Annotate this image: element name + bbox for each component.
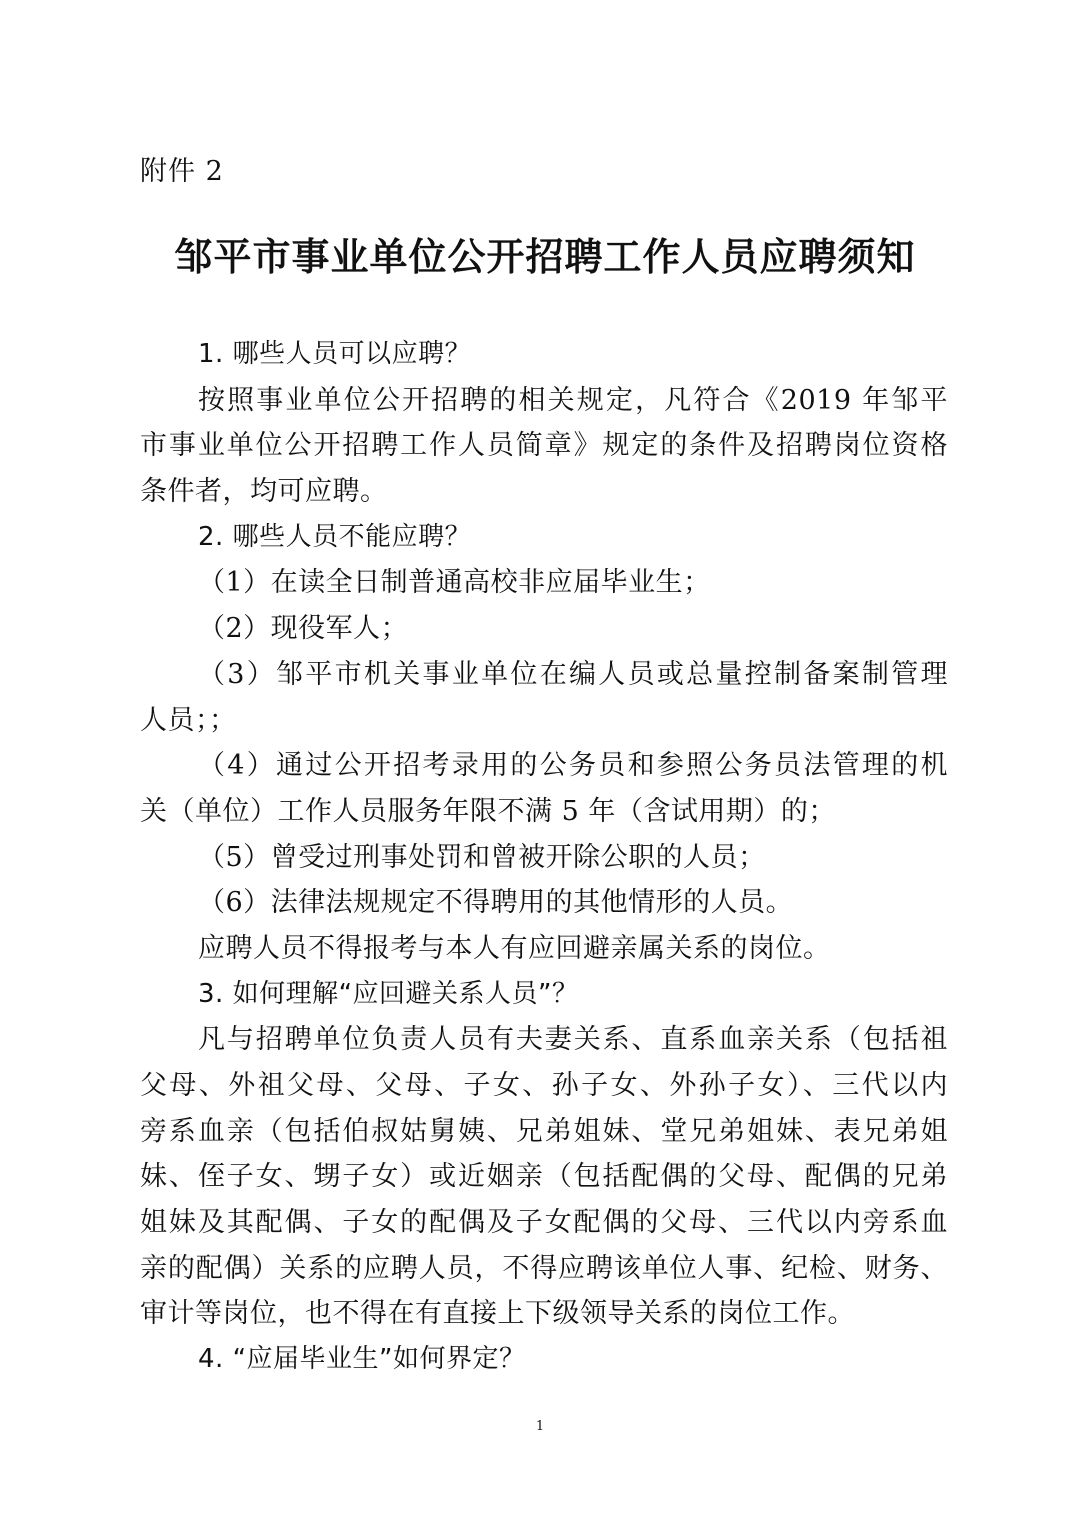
section-heading: 1. 哪些人员可以应聘？ <box>198 339 472 369</box>
paragraph-first-line: （2）现役军人； <box>198 613 409 645</box>
paragraph-first-line: 应聘人员不得报考与本人有应回避亲属关系的岗位。 <box>198 932 831 964</box>
section-heading: 3. 如何理解“应回避关系人员”？ <box>198 978 579 1009</box>
paragraph-line: 姐妹及其配偶、子女的配偶及子女配偶的父母、三代以内旁系血 <box>140 1207 948 1239</box>
page-number: 1 <box>535 1419 545 1434</box>
paragraph-first-line: （5）曾受过刑事处罚和曾被开除公职的人员； <box>198 841 766 873</box>
section-heading: 4. “应届毕业生”如何界定？ <box>198 1344 526 1375</box>
paragraph-first-line: （4）通过公开招考录用的公务员和参照公务员法管理的机 <box>198 750 948 782</box>
document-title: 邹平市事业单位公开招聘工作人员应聘须知 <box>174 235 916 279</box>
paragraph-first-line: （3）邹平市机关事业单位在编人员或总量控制备案制管理 <box>198 658 948 690</box>
paragraph-line: 亲的配偶）关系的应聘人员，不得应聘该单位人事、纪检、财务、 <box>140 1252 948 1284</box>
paragraph-first-line: 凡与招聘单位负责人员有夫妻关系、直系血亲关系（包括祖 <box>198 1024 948 1056</box>
paragraph-line: 人员；； <box>140 704 237 736</box>
paragraph-line: 审计等岗位，也不得在有直接上下级领导关系的岗位工作。 <box>140 1298 855 1330</box>
paragraph-line: 父母、外祖父母、父母、子女、孙子女、外孙子女）、三代以内 <box>140 1070 948 1101</box>
paragraph-line: 妹、侄子女、甥子女）或近姻亲（包括配偶的父母、配偶的兄弟 <box>140 1161 948 1193</box>
section-heading: 2. 哪些人员不能应聘？ <box>198 521 472 552</box>
paragraph-first-line: 按照事业单位公开招聘的相关规定，凡符合《2019 年邹平 <box>198 384 948 416</box>
paragraph-line: 关（单位）工作人员服务年限不满 5 年（含试用期）的； <box>140 795 836 827</box>
paragraph-line: 条件者，均可应聘。 <box>140 476 388 508</box>
attachment-label: 附件 2 <box>140 156 224 187</box>
paragraph-line: 市事业单位公开招聘工作人员简章》规定的条件及招聘岗位资格 <box>140 430 948 462</box>
paragraph-line: 旁系血亲（包括伯叔姑舅姨、兄弟姐妹、堂兄弟姐妹、表兄弟姐 <box>140 1115 948 1147</box>
paragraph-first-line: （1）在读全日制普通高校非应届毕业生； <box>198 567 711 599</box>
paragraph-first-line: （6）法律法规规定不得聘用的其他情形的人员。 <box>198 887 794 919</box>
document-body <box>140 332 948 1383</box>
